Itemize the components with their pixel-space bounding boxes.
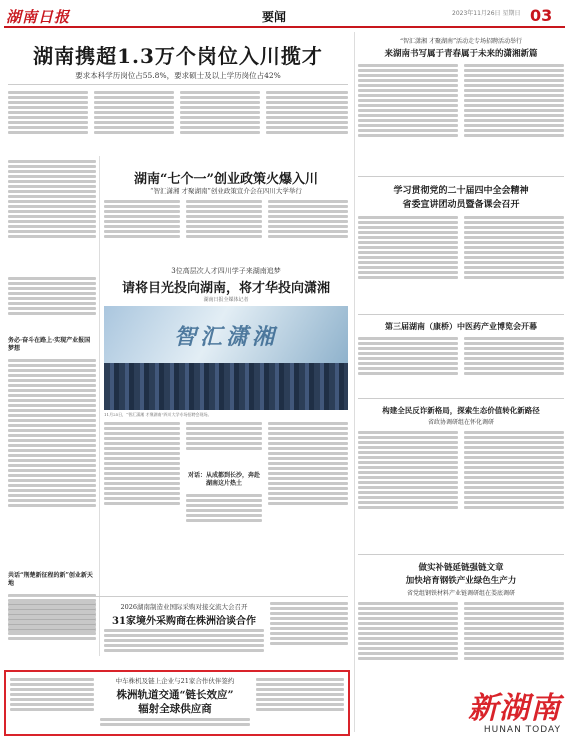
newspaper-logo: 湖南日报 [6, 8, 71, 26]
section-title: 要闻 [262, 10, 287, 24]
right-story4-subtitle: 省政协调研组在怀化调研 [427, 419, 494, 426]
right-story5-headline1: 做实补链延链强链文章 [418, 563, 504, 573]
story2-body2 [186, 198, 262, 258]
left-col-heading2: 共话“荆楚新征程的新”创业新天地 [8, 572, 93, 587]
divider [8, 84, 348, 85]
story5-body [100, 716, 250, 734]
story5-body-right [256, 676, 344, 732]
column-rule [99, 156, 100, 656]
story2-subtitle: “智汇潇湘 才聚湖南”创业政策宣介会在四川大学举行 [150, 187, 302, 195]
photo-audience [104, 363, 348, 410]
header-rule [4, 26, 565, 28]
story5-headline-line1: 株洲轨道交通“链长效应” [116, 689, 234, 701]
story3-body1 [104, 420, 180, 540]
story3-headline: 请将目光投向湖南，将才华投向潇湘 [121, 281, 330, 296]
photo-backdrop-calligraphy: 智汇潇湘 [174, 324, 279, 350]
right-story1-kicker: “智汇潇湘 才聚湖南”活动走专场招聘活动举行 [399, 38, 523, 45]
story4-kicker: 2026湖南制造业国际采购对接交流大会召开 [120, 603, 248, 611]
story3-byline: 湖南日报全媒体记者 [203, 297, 249, 303]
brand-tagline: HUNAN TODAY [483, 725, 561, 735]
right-story3-body1 [358, 335, 458, 393]
lead-body-col3 [180, 89, 260, 151]
story4-body-left [8, 600, 96, 662]
divider [358, 314, 564, 315]
story2-body3 [268, 198, 348, 258]
right-story5-body2 [464, 600, 564, 690]
right-story1-body2 [464, 62, 564, 172]
story5-body-left [10, 676, 94, 732]
story3-body4 [268, 420, 348, 540]
column-rule [354, 32, 355, 732]
right-story2-body1 [358, 214, 458, 310]
story3-kicker: 3位高层次人才四川学子来湖南追梦 [171, 267, 281, 275]
lead-subtitle: 要求本科学历岗位占55.8%，要求硕士及以上学历岗位占42% [75, 71, 281, 80]
left-col-body2 [8, 275, 96, 330]
story3-body2 [186, 420, 262, 468]
right-story1-body1 [358, 62, 458, 172]
lead-body-col2 [94, 89, 174, 151]
right-story4-body2 [464, 429, 564, 549]
right-story2-headline1: 学习贯彻党的二十届四中全会精神 [393, 186, 529, 196]
right-story4-headline: 构建全民反诈新格局，探索生态价值转化新路径 [382, 406, 540, 415]
right-story5-body1 [358, 600, 458, 690]
left-col-heading1: 务必·奋斗在路上·实现产业报国梦想 [8, 337, 91, 352]
event-photo [104, 306, 348, 410]
right-story5-headline2: 加快培育钢铁产业绿色生产力 [405, 576, 517, 586]
divider [358, 176, 564, 177]
photo-caption: 11月25日，“智汇潇湘 才聚湖南”四川大学专场招聘会现场。 [104, 412, 212, 417]
brand-watermark [468, 693, 561, 735]
divider [358, 398, 564, 399]
story3-body3 [186, 492, 262, 540]
right-story1-headline: 来湖南书写属于青春属于未来的潇湘新篇 [384, 49, 538, 59]
left-col-body3 [8, 357, 96, 567]
divider [8, 596, 348, 597]
story4-headline: 31家境外采购商在株洲洽谈合作 [112, 616, 256, 627]
right-story3-headline: 第三届湖南（康桥）中医药产业博览会开幕 [385, 321, 537, 331]
story5-headline-line2: 辐射全球供应商 [138, 703, 212, 715]
right-story2-headline2: 省委宣讲团动员暨备课会召开 [402, 200, 520, 210]
story4-body [104, 627, 264, 667]
story5-kicker: 中车株机及链上企业与21家合作伙伴签约 [115, 677, 235, 685]
page-number: 03 [530, 6, 553, 25]
right-story4-body1 [358, 429, 458, 549]
story2-body1 [104, 198, 180, 258]
lead-body-col1 [8, 89, 88, 151]
left-col-body1 [8, 158, 96, 268]
issue-date: 2023年11月26日 星期日 [452, 10, 521, 17]
right-story5-subtitle: 省党组钢铁材料产业链调研组在娄底调研 [406, 590, 515, 597]
brand-logo-text: 新湖南 [468, 691, 561, 726]
right-story2-body2 [464, 214, 564, 310]
lead-body-col4 [266, 89, 348, 151]
divider [358, 554, 564, 555]
lead-headline: 湖南携超1.3万个岗位入川揽才 [33, 44, 323, 68]
mid-heading: 对话：从成都到长沙，奔赴湖南这片热土 [187, 472, 260, 487]
story4-body-right [270, 600, 348, 666]
story2-headline: 湖南“七个一”创业政策火爆入川 [134, 172, 318, 187]
right-story3-body2 [464, 335, 564, 393]
